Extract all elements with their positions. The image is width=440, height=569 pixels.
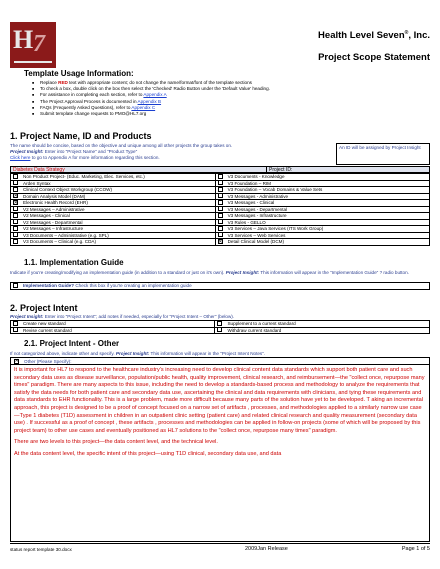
project-name-bar[interactable]: [10, 166, 430, 173]
product-checkbox[interactable]: [13, 200, 18, 205]
usage-list: [32, 80, 412, 117]
usage-heading: Template Usage Information:: [24, 69, 134, 78]
product-label: Detail Clinical Model (DCM): [227, 239, 285, 245]
product-label: Clinical Context Object Workgroup (CCOW): [23, 187, 113, 193]
hl7-logo: [10, 22, 56, 68]
logo-number: 7: [33, 31, 45, 57]
intent-label: Supplement to a current standard: [227, 321, 296, 327]
project-intent-instructions: Project Insight: Enter into "Project Intent"; add notes if needed, especially for "Project Intent – Other" (below).: [10, 314, 235, 319]
usage-bullet: ■ Submit template change requests to PMO@HL7.org: [32, 111, 412, 117]
intent-cell: [215, 327, 430, 334]
implementation-guide-table: [10, 282, 430, 290]
usage-bullet: ■ The Project Approval Process is documented in Appendix B: [32, 99, 412, 105]
intent-row: [11, 327, 430, 334]
product-checkbox[interactable]: [218, 239, 223, 244]
intent-label: Create new standard: [23, 321, 66, 327]
section-1-1-heading: 1.1. Implementation Guide: [24, 258, 124, 267]
product-type-table: [10, 173, 430, 246]
section-1-intro: The name should be concise, based on the objective and unique among all other projects the group takes on. Project Insight: Enter into "Project Name" and "Product Type" Click here to go to Appendix A for more information regarding this section.: [10, 143, 233, 161]
product-checkbox[interactable]: [218, 174, 223, 179]
intent-checkbox[interactable]: [13, 327, 18, 332]
product-label: V2 Messages - Departmental: [23, 219, 83, 225]
product-label: V3 Messages - Departmental: [227, 206, 288, 212]
product-label: V2 Messages - Clinical: [23, 213, 70, 219]
usage-bullet: ■ To check a box, double click on the box then select the 'Checked' Radio Button under the 'Default Value' heading.: [32, 86, 412, 92]
intent-label: Revise current standard: [23, 327, 72, 333]
product-label: V3 Foundation – Vocab Domains & Value Sets: [227, 187, 323, 193]
intent-other-instructions: If not categorized above, indicate other and specify. Project Insight: This information will appear in the "Project Intent Notes".: [10, 351, 266, 356]
section-1-heading: 1. Project Name, ID and Products: [10, 131, 152, 141]
product-label: V2 Messages – Infrastructure: [23, 226, 84, 232]
implementation-guide-checkbox[interactable]: [13, 283, 18, 288]
usage-bullet: ■ For assistance in completing each section, refer to Appendix A: [32, 92, 412, 98]
product-label: Electronic Health Record (EHR): [23, 200, 88, 206]
intent-paragraph: At the data content level, the specific intent of this project—using T1D clinical, secondary data use, and data: [14, 450, 282, 457]
intent-checkbox[interactable]: [217, 327, 222, 332]
intent-label: Withdraw current standard: [227, 327, 282, 333]
logo-letter: H: [13, 25, 32, 54]
product-checkbox[interactable]: [13, 174, 18, 179]
usage-bullet: ■ FAQs (Frequently Asked Questions), refer to Appendix C: [32, 105, 412, 111]
product-row: [11, 239, 430, 246]
org-name: Health Level Seven®, Inc.: [318, 30, 430, 42]
product-checkbox[interactable]: [13, 219, 18, 224]
other-specify-checkbox[interactable]: [14, 359, 19, 364]
product-label: V3 Documents – Administrative (e.g. SPL): [23, 232, 109, 238]
intent-checkbox[interactable]: [217, 321, 222, 326]
other-specify-row: ✕Other (Please Specify):: [11, 358, 429, 365]
product-label: V3 Messages - Infrastructure: [227, 213, 287, 219]
product-label: V3 Documents – Clinical (e.g. CDA): [23, 239, 97, 245]
document-title: Project Scope Statement: [318, 52, 430, 63]
product-checkbox[interactable]: [218, 180, 223, 185]
implementation-guide-row: Implementation Guide? Check this box if you're creating an implementation guide: [11, 283, 430, 290]
product-cell: [215, 239, 429, 246]
usage-bullet: ■ Replace RED text with appropriate content; do not change the name/format/font of the template sections: [32, 80, 412, 86]
project-id-label: Project ID:: [266, 167, 292, 172]
product-label: V3 Documents - Knowledge: [227, 174, 285, 180]
section-2-1-heading: 2.1. Project Intent - Other: [24, 339, 120, 348]
product-label: V3 Foundation – RIM: [227, 180, 272, 186]
footer-filename: status report template 30.docx: [10, 547, 72, 552]
project-id-note-box: An ID will be assigned by Project Insight: [336, 143, 430, 165]
product-checkbox[interactable]: [13, 239, 18, 244]
product-label: Non Product Project- (Educ. Marketing, Elec. Services, etc.): [23, 174, 145, 180]
project-intent-table: [10, 320, 430, 334]
product-label: Arden Syntax: [23, 180, 51, 186]
product-checkbox[interactable]: [218, 226, 223, 231]
section-2-heading: 2. Project Intent: [10, 303, 78, 313]
product-checkbox[interactable]: [218, 187, 223, 192]
product-checkbox[interactable]: [13, 213, 18, 218]
appendix-a-click-here-link[interactable]: Click here: [10, 155, 31, 161]
product-label: V3 Messages - Clinical: [227, 200, 275, 206]
product-label: V3 Messages - Administrative: [227, 193, 289, 199]
logo-bar: [14, 61, 52, 63]
footer-release: 2009Jan Release: [245, 546, 288, 552]
product-checkbox[interactable]: [218, 200, 223, 205]
page-footer: [10, 543, 430, 553]
product-label: V3 Rules - GELLO: [227, 219, 266, 225]
appendix-b-link[interactable]: Appendix B: [137, 98, 162, 104]
intent-checkbox[interactable]: [13, 321, 18, 326]
product-checkbox[interactable]: [218, 206, 223, 211]
product-cell: [11, 239, 216, 246]
product-checkbox[interactable]: [218, 193, 223, 198]
product-checkbox[interactable]: [218, 219, 223, 224]
product-label: V3 Services – Web Services: [227, 232, 286, 238]
intent-paragraph: It is important for HL7 to respond to the healthcare industry's increasing need to develop clinical content data standards which support both patient care and such secondary data uses as disease surveillance, population/public health, quality improvement, clinical research, and reimbursement—the "collect once, repurpose many times" paradigm. There are many aspects to this issue, including the need to develop a standards-based process and methodology to analyze the requirements that satisfy the data needs for both patient care and secondary data use, ascertaining the clinical and data requirements with clinicians, and tying these requirements and data standards to EHR functionality. This is a large problem, made more difficult because many parts of the solution have yet to be developed. T aking an incremental approach, this project is designed to be a proof of concept focused on a narrow set of artifacts , processes, and methodologies applied to a similarly narrow use case—Type 1 diabetes (T1D) assessment in children in an outpatient clinic setting (patient care) and related clinical research and quality measurement (secondary data use) . If successful as a proof of concept , these artifacts , processes and methodologies can be applied in follow-on projects (some of which will be proposed by this project team) to other use cases and eventually positioned as HL7 solutions to the "collect once, repurpose many times" paradigm.: [14, 367, 425, 434]
product-checkbox[interactable]: [218, 213, 223, 218]
product-checkbox[interactable]: [13, 226, 18, 231]
footer-page-number: Page 1 of 5: [401, 546, 430, 552]
intent-other-text-area[interactable]: [10, 357, 430, 542]
intent-cell: [11, 327, 215, 334]
product-checkbox[interactable]: [13, 206, 18, 211]
product-checkbox[interactable]: [13, 180, 18, 185]
product-label: V2 Messages – Administrative: [23, 206, 85, 212]
intent-paragraph: There are two levels to this project—the data content level, and the technical level.: [14, 439, 218, 446]
appendix-a-link[interactable]: Appendix A: [143, 92, 167, 98]
product-checkbox[interactable]: [13, 232, 18, 237]
project-name-field[interactable]: Diabetes Data Strategy: [13, 167, 65, 173]
product-label: V3 Services – Java Services (ITS Work Group): [227, 226, 324, 232]
implementation-guide-instructions: Indicate if you're creating/modifying an implementation guide (in addition to a standard or just on it's own). Project Insight: This information will appear in the "Implementation Guide" ? radio button.: [10, 270, 409, 275]
product-label: Domain Analysis Model (DAM): [23, 193, 86, 199]
appendix-c-link[interactable]: Appendix C: [131, 104, 156, 110]
